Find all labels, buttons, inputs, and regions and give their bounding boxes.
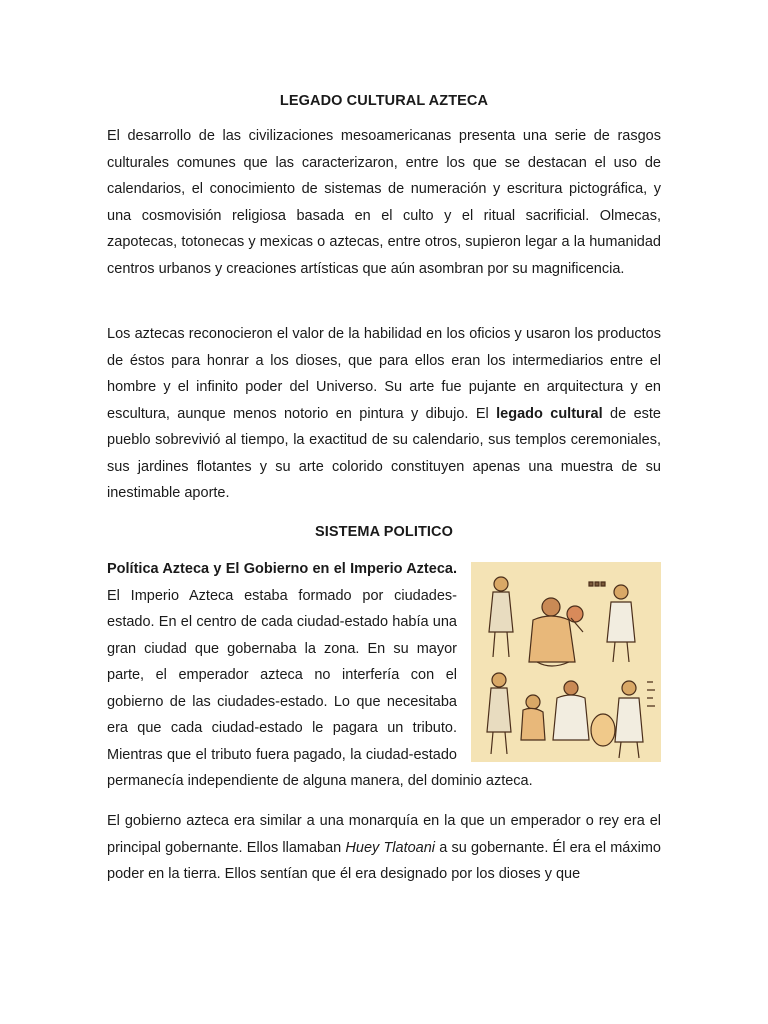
paragraph-legacy: [107, 321, 661, 507]
paragraph-gobierno-text-b: a su gobernante. Él era el máximo poder en la tierra. Ellos sentían que él era designado por los dioses y que: [107, 839, 661, 882]
paragraph-legacy-text-a: Los aztecas reconocieron el valor de la habilidad en los oficios y usaron los productos de éstos para honrar a los dioses, que para ellos eran los intermediarios entre el hombre y el infinito poder del Universo. Su arte fue pujante en arquitectura y en escultura, aunque menos notorio en pintura y dibujo. El: [107, 326, 661, 422]
section-title-sistema-politico: SISTEMA POLITICO: [314, 524, 453, 540]
bold-politica-azteca: Política Azteca y El Gobierno en el Imperio Azteca.: [107, 561, 457, 577]
paragraph-gobierno: [107, 808, 661, 888]
paragraph-legacy-text-b: de este pueblo sobrevivió al tiempo, la exactitud de su calendario, sus templos ceremoniales, sus jardines flotantes y su arte colorido constituyen apenas una muestra de su inestimable aporte.: [107, 405, 661, 501]
paragraph-politica: [107, 556, 661, 795]
paragraph-politica-text: El Imperio Azteca estaba formado por ciudades-estado. En el centro de cada ciudad-estado había una gran ciudad que gobernaba la zona. En su mayor parte, el emperador azteca no interfería con el gobierno de las ciudades-estado. Lo que necesitaba era que cada ciudad-estado le pagara un tributo. Mientras que el tributo fuera pagado, la ciudad-estado permanecía independiente de alguna manera, del dominio azteca.: [107, 587, 533, 789]
paragraph-intro: El desarrollo de las civilizaciones mesoamericanas presenta una serie de rasgos culturales comunes que las caracterizaron, entre los que se destacan el uso de calendarios, el conocimiento de sistemas de numeración y escritura pictográfica, y una cosmovisión religiosa basada en el culto y el ritual sacrificial. Olmecas, zapotecas, totonecas y mexicas o aztecas, entre otros, supieron legar a la humanidad centros urbanos y creaciones artísticas que aún asombran por su magnificencia.: [107, 128, 661, 277]
aztec-codex-image: [471, 562, 661, 762]
bold-legado-cultural: legado cultural: [496, 405, 603, 422]
document-title: LEGADO CULTURAL AZTECA: [279, 93, 489, 109]
italic-huey-tlatoani: Huey Tlatoani: [345, 839, 436, 856]
paragraph-gobierno-text-a: El gobierno azteca era similar a una monarquía en la que un emperador o rey era el principal gobernante. Ellos llamaban: [107, 813, 661, 856]
